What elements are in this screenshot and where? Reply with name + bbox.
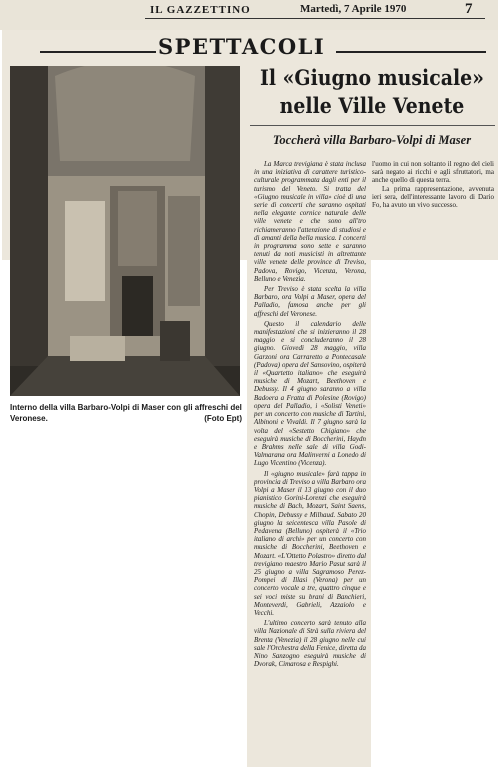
headline-rule [250, 125, 495, 126]
article-paragraph: Il «giugno musicale» farà tappa in provincia di Treviso a villa Barbaro ora Volpi a Maser il 13 giugno con il duo pianistico Gorini-Lorenzi che eseguirà musiche di Bach, Mozart, Saint Saens, Chopin, Debussy e Milhaud. Sabato 20 giugno la seicentesca villa Pasole di Pedavena (Belluno) ospiterà il «Trio italiano di archi» per un concerto con musiche di Boccherini, Beethoven e Mozart. «L'Ottetto Polastro» diretto dal trevigiano maestro Mario Pasut sarà il 25 giugno a villa Sagramoso Perez-Pompei di Illasi (Verona) per un concerto vocale a tre, quattro cinque e sei voci miste su brani di Banchieri, Monteverdi, Gabrieli, Azzaiolo e Vecchi. [254, 469, 367, 617]
article-paragraph: Questo il calendario delle manifestazioni che si inizieranno il 28 maggio e si concluderanno il 28 giugno. Giovedì 28 maggio, villa Garzoni ora Carraretto a Pontecasale (Padova) opera del Sansovino, ospiterà il «Quartetto italiano» che eseguirà musiche di Mozart, Beethoven e Debussy. Il 4 giugno saranno a villa Badoera a Fratta di Polesine (Rovigo) opera del Palladio, i «Solisti Veneti» per un concerto con musiche di Tartini, Albinoni e Vivaldi. Il 7 giugno sarà la volta del «Sestetto Chigiano» che eseguirà musiche di Boccherini, Haydn e Brahms nelle sale di villa Godi-Valmarana ora Malinverni a Lonedo di Lugo Vicentino (Vicenza). [254, 319, 366, 468]
adjacent-paragraph: l'uomo in cui non soltanto il regno del cieli sarà negato ai ricchi e agli sfruttatori, ma anche quello di questa terra. [372, 160, 494, 185]
photo-caption [10, 402, 242, 424]
article-paragraph: L'ultimo concerto sarà tenuto alla villa Nazionale di Strà sulla riviera del Brenta (Venezia) il 28 giugno nelle cui sale l'Orchestra della Fenice, diretta da Nino Sanzogno eseguirà musiche di Dvorak, Cimarosa e Respighi. [254, 619, 366, 669]
article-paragraph: Per Treviso è stata scelta la villa Barbaro, ora Volpi a Maser, opera del Palladio, famosa anche per gli affreschi del Veronese. [254, 285, 366, 318]
adjacent-column [372, 160, 494, 209]
caption-text: Interno della villa Barbaro-Volpi di Maser con gli affreschi del Veronese. [10, 403, 242, 423]
section-rule-right [336, 51, 486, 53]
section-rule-left [40, 51, 156, 53]
villa-interior-photo [10, 66, 240, 396]
page-number: 7 [465, 1, 473, 17]
subheadline: Toccherà villa Barbaro-Volpi di Maser [272, 133, 472, 147]
headline [260, 64, 485, 120]
photo-credit: (Foto Ept) [204, 414, 242, 423]
newspaper-name: IL GAZZETTINO [150, 4, 251, 16]
masthead-rule [145, 18, 485, 19]
article-paragraph: La Marca trevigiana è stata inclusa in una iniziativa di carattere turistico-culturale programmata dagli enti per il turismo del Veneto. Si tratta del «Giugno musicale in villa» cioè di una serie di concerti che saranno ospitati nella elegante cornice naturale delle ville venete e che sono all'tro richiameranno l'attenzione di studiosi e di amanti della bella musica. I concerti in programma sono sette e saranno tenuti da noti musicisti in altrettante ville venete delle province di Treviso, Padova, Rovigo, Vicenza, Verona, Belluno e Venezia. [254, 160, 366, 283]
article-body [254, 160, 366, 670]
issue-date: Martedì, 7 Aprile 1970 [300, 3, 407, 15]
villa-interior-illustration [10, 66, 240, 396]
headline-line-2: nelle Ville Venete [279, 93, 465, 118]
adjacent-paragraph: La prima rappresentazione, avvenuta ieri sera, dell'interessante lavoro di Dario Fo, ha avuto un vivo successo. [372, 184, 494, 210]
headline-line-1: Il «Giugno musicale» [260, 65, 484, 90]
section-title: SPETTACOLI [158, 34, 326, 59]
